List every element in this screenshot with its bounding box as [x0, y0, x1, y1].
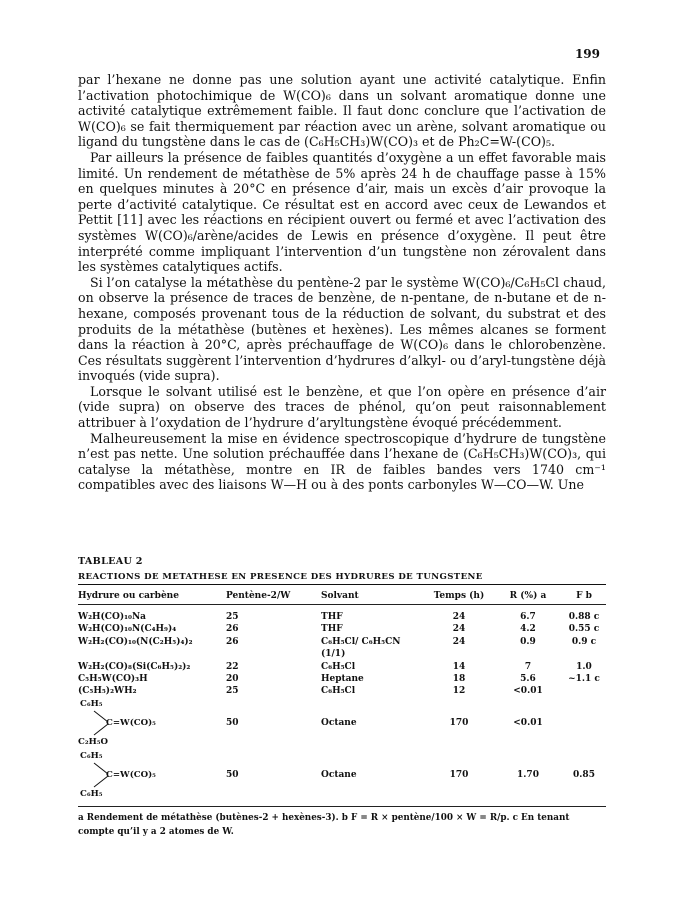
table-row-carbene: [78, 698, 606, 750]
cell: 6.7: [520, 612, 536, 622]
table-header-row: [78, 585, 606, 604]
cell: W₂H(CO)₁₀Na: [78, 612, 147, 622]
cell: 0.55 c: [568, 624, 600, 635]
substituent-bottom: C₆H₅: [80, 788, 103, 799]
cell: C₆H₅Cl: [321, 661, 356, 672]
cell: 25: [226, 612, 239, 622]
table-row-carbene: [78, 750, 606, 802]
cell: 50: [226, 717, 239, 728]
paragraph: Lorsque le solvant utilisé est le benzène, et que l’on opère en présence d’air (vide supra) on observe des traces de phénol, qu’on peut raisonnablement attribuer à l’oxydation de l’hydrure d’aryltungstène évoqué précédemment.: [78, 383, 606, 431]
col-header: Solvant: [321, 591, 359, 601]
cell: C₆H₅Cl/ C₆H₅CN (1/1): [321, 636, 401, 660]
paragraph: Si l’on catalyse la métathèse du pentène-2 par le système W(CO)₆/C₆H₅Cl chaud, on observe la présence de traces de benzène, de n-pentane, de n-butane et de n-hexane, composés provenant tous de la réduction de solvant, du substrat et des produits de la métathèse (butènes et hexènes). Les mêmes alcanes se forment dans la réaction à 20°C, après préchauffage de W(CO)₆ dans le chlorobenzène. Ces résultats suggèrent l’intervention d’hydrures d’alkyl- ou d’aryl-tungstène déjà invoqués (vide supra).: [78, 274, 606, 384]
cell: 1.0: [576, 661, 592, 672]
cell: 0.9 c: [571, 636, 597, 647]
cell: 170: [449, 717, 469, 728]
cell: 20: [226, 674, 239, 685]
carbene-center: C=W(CO)₅: [106, 717, 156, 728]
table-row: [78, 661, 606, 673]
substituent-bottom: C₂H₅O: [78, 736, 108, 747]
cell: (C₅H₅)₂WH₂: [78, 686, 137, 697]
cell: Heptane: [321, 674, 364, 685]
cell: 26: [226, 624, 239, 635]
table-2: [78, 556, 606, 839]
substituent-top: C₆H₅: [80, 750, 103, 761]
table-footnote: a Rendement de métathèse (butènes-2 + hexènes-3). b F = R × pentène/100 × W = R/p. c En tenant compte qu’il y a 2 atomes de W.: [78, 812, 570, 837]
cell: 24: [452, 612, 466, 622]
cell: 1.70: [517, 769, 539, 780]
cell: Octane: [321, 769, 357, 780]
cell: W₂H₂(CO)₁₀(N(C₂H₅)₄)₂: [78, 636, 193, 647]
cell: 24: [452, 636, 466, 647]
cell: 170: [449, 769, 469, 780]
cell: C₅H₅W(CO)₃H: [78, 674, 148, 685]
col-header: Hydrure ou carbène: [78, 591, 179, 601]
page-number: 199: [574, 47, 600, 61]
cell: 18: [452, 674, 466, 685]
cell: 7: [524, 661, 532, 672]
table-bottom-rule: [78, 806, 606, 807]
col-header: Temps (h): [433, 591, 485, 601]
substituent-top: C₆H₅: [80, 698, 103, 709]
header-rule: [78, 604, 606, 605]
table-row: [78, 636, 606, 661]
table-row: [78, 673, 606, 685]
paragraph: par l’hexane ne donne pas une solution ayant une activité catalytique. Enfin l’activation photochimique de W(CO)₆ dans un solvant aromatique donne une activité catalytique extrêmement faible. Il faut donc conclure que l’activation de W(CO)₆ se fait thermiquement par réaction avec un arène, solvant aromatique ou ligand du tungstène dans le cas de (C₆H₅CH₃)W(CO)₃ et de Ph₂C=W-(CO)₅.: [78, 72, 606, 150]
cell: 50: [226, 769, 239, 780]
col-header: R (%) a: [509, 591, 547, 601]
table-row: [78, 623, 606, 635]
table-label: TABLEAU 2: [78, 556, 143, 567]
cell: 25: [226, 686, 239, 697]
cell: C₆H₅Cl: [321, 686, 356, 697]
col-header: Pentène-2/W: [226, 591, 291, 601]
cell: 24: [452, 624, 466, 635]
col-header: F b: [576, 591, 592, 601]
cell: 4.2: [520, 624, 536, 635]
cell: <0.01: [513, 717, 543, 728]
cell: THF: [321, 612, 343, 622]
cell: [562, 698, 606, 750]
cell: W₂H(CO)₁₀N(C₄H₉)₄: [78, 624, 177, 635]
cell: 5.6: [520, 674, 536, 685]
carbene-structure: [78, 698, 226, 750]
cell: THF: [321, 624, 343, 635]
data-table: [78, 585, 606, 802]
paragraph: Par ailleurs la présence de faibles quantités d’oxygène a un effet favorable mais limité. Un rendement de métathèse de 5% après 24 h de chauffage passe à 15% en quelques minutes à 20°C en présence d’air, mais un excès d’air provoque la perte d’activité catalytique. Ce résultat est en accord avec ceux de Lewandos et Pettit [11] avec les réactions en récipient ouvert ou fermé et avec l’activation des systèmes W(CO)₆/arène/acides de Lewis en présence d’oxygène. Il peut être interprété comme impliquant l’intervention d’un tungstène non zérovalent dans les systèmes catalytiques actifs.: [78, 149, 606, 275]
table-caption: REACTIONS DE METATHESE EN PRESENCE DES HYDRURES DE TUNGSTENE: [78, 572, 483, 582]
cell: 0.9: [520, 636, 536, 647]
cell: 22: [226, 661, 239, 672]
carbene-center: C=W(CO)₅: [106, 769, 156, 780]
cell: W₂H₂(CO)₈(Si(C₆H₅)₂)₂: [78, 661, 191, 672]
carbene-structure: [78, 750, 226, 802]
cell: 26: [226, 636, 239, 647]
body-text: [78, 72, 606, 493]
cell: <0.01: [513, 686, 543, 697]
cell: Octane: [321, 717, 357, 728]
cell: 0.88 c: [568, 612, 600, 622]
cell: 12: [452, 686, 466, 697]
table-row: [78, 611, 606, 623]
cell: ~1.1 c: [568, 674, 600, 685]
paragraph: Malheureusement la mise en évidence spectroscopique d’hydrure de tungstène n’est pas nette. Une solution préchauffée dans l’hexane de (C₆H₅CH₃)W(CO)₃, qui catalyse la métathèse, montre en IR de faibles bandes vers 1740 cm⁻¹ compatibles avec des liaisons W—H ou à des ponts carbonyles W—CO—W. Une: [78, 430, 606, 493]
cell: 14: [452, 661, 466, 672]
table-row: [78, 685, 606, 697]
cell: 0.85: [573, 769, 595, 780]
cell: [562, 685, 606, 697]
